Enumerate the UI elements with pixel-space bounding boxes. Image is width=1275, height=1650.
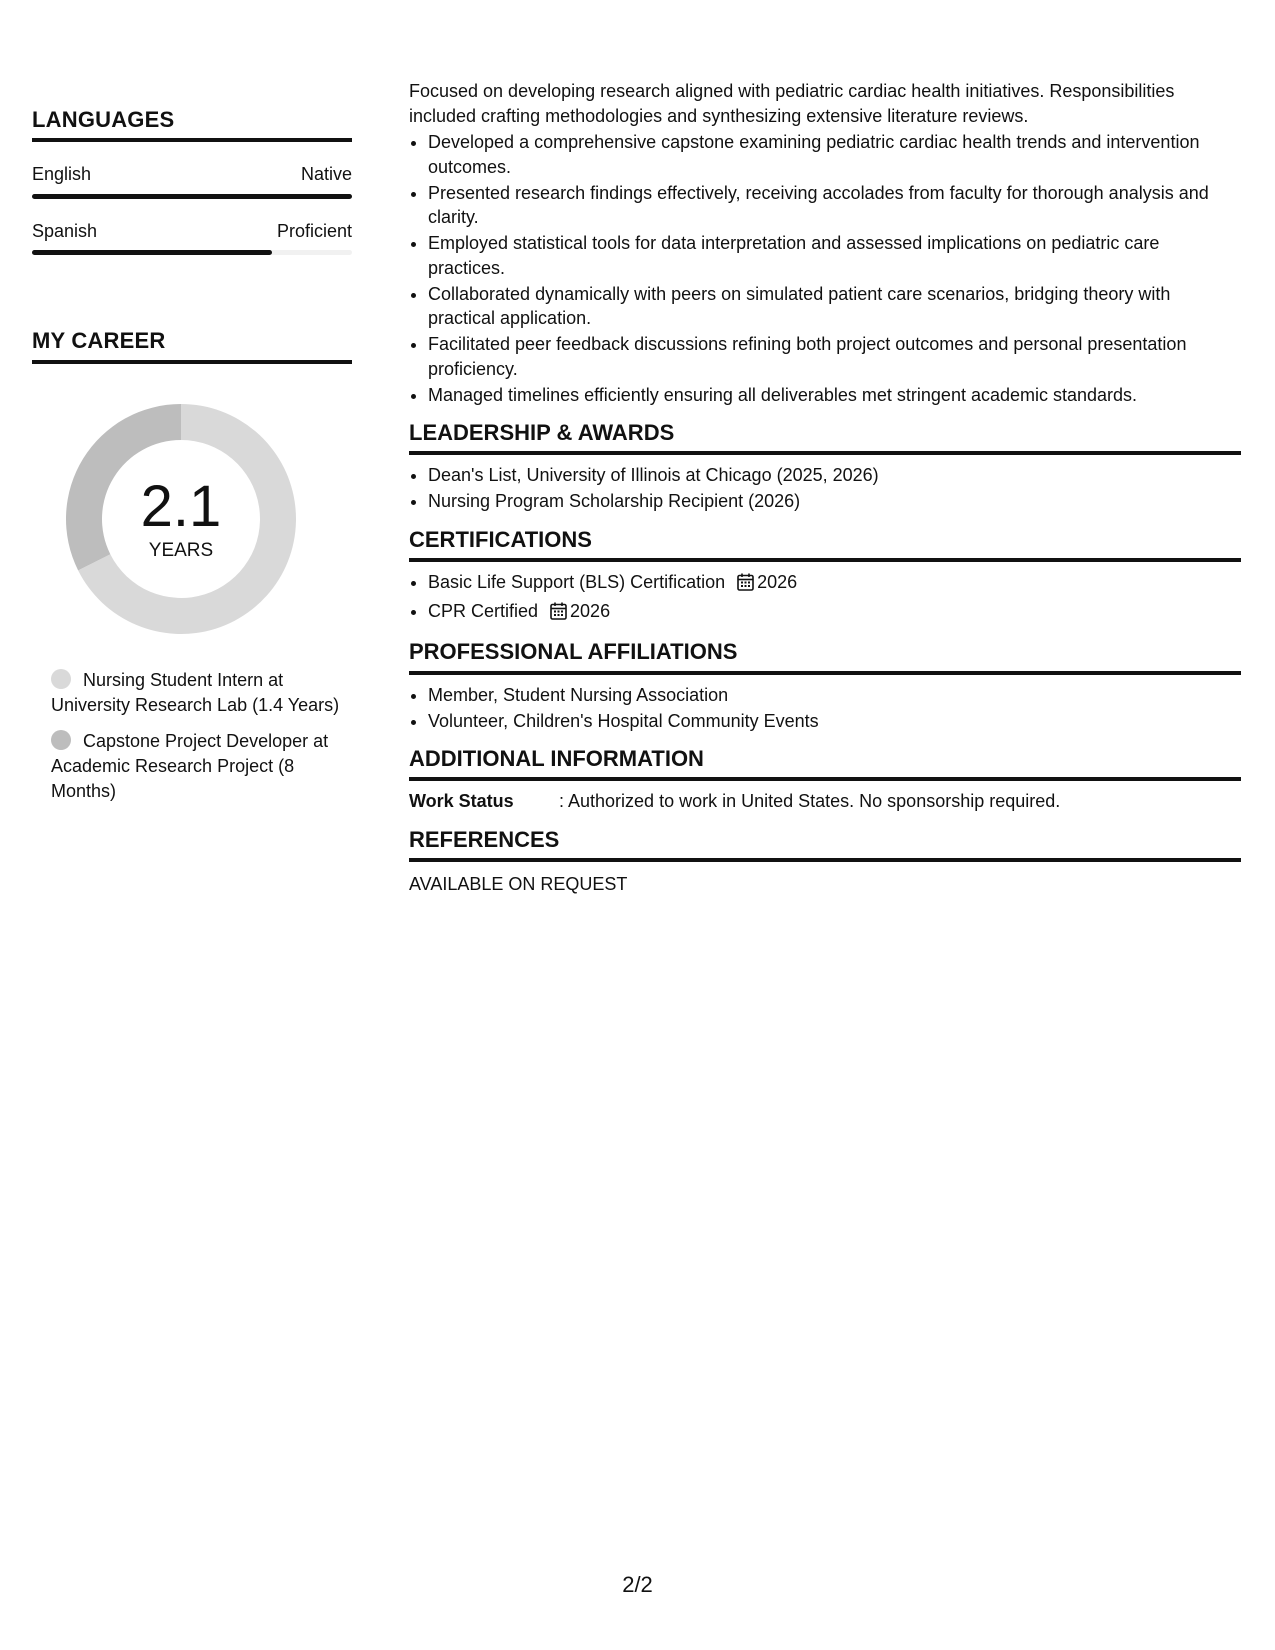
language-level: Native (300, 164, 352, 185)
leadership-section (409, 421, 1241, 514)
award-item: • Dean's List, University of Illinois at Chicago (2025, 2026) (428, 463, 1241, 488)
experience-bullet: • Employed statistical tools for data interpretation and assessed implications on pediatric care practices. (428, 231, 1241, 280)
certification-year: 2026 (757, 571, 798, 592)
certifications-section (409, 528, 1241, 627)
affiliations-heading: PROFESSIONAL AFFILIATIONS (409, 640, 1241, 674)
experience-bullet: • Developed a comprehensive capstone examining pediatric cardiac health trends and intervention outcomes. (428, 130, 1241, 179)
experience-bullet: • Presented research findings effectively, receiving accolades from faculty for thorough analysis and clarity. (428, 181, 1241, 230)
right-column (409, 79, 1241, 896)
language-proficiency-bar (32, 194, 352, 199)
work-status-value: : Authorized to work in United States. No sponsorship required. (559, 791, 1061, 812)
language-item (32, 221, 352, 256)
career-legend-item (51, 668, 341, 718)
language-name: English (32, 164, 92, 185)
language-proficiency-fill (32, 250, 272, 255)
language-item (32, 164, 352, 199)
career-legend-label: Capstone Project Developer at Academic Research Project (8 Months) (51, 730, 329, 801)
career-total-unit: YEARS (148, 539, 214, 561)
legend-dot-icon (51, 669, 71, 689)
language-proficiency-fill (32, 194, 352, 199)
experience-summary: Focused on developing research aligned with pediatric cardiac health initiatives. Responsibilities included crafting methodologies and synthesizing extensive literature reviews. (409, 81, 1175, 126)
calendar-icon (737, 573, 754, 598)
experience-bullets (409, 130, 1241, 407)
language-proficiency-bar (32, 250, 352, 255)
additional-info-section (409, 747, 1241, 814)
experience-bullet: • Facilitated peer feedback discussions refining both project outcomes and personal presentation proficiency. (428, 332, 1241, 381)
career-total-value: 2.1 (140, 473, 222, 539)
references-heading: REFERENCES (409, 828, 1241, 862)
language-level: Proficient (276, 220, 352, 241)
career-heading: MY CAREER (32, 329, 352, 363)
award-item: • Nursing Program Scholarship Recipient (2026) (428, 489, 1241, 514)
references-section (409, 828, 1241, 897)
legend-dot-icon (51, 730, 71, 750)
experience-bullet: • Managed timelines efficiently ensuring all deliverables met stringent academic standards. (428, 383, 1241, 408)
career-legend-item (51, 729, 341, 804)
languages-heading: LANGUAGES (32, 108, 352, 142)
experience-bullet: • Collaborated dynamically with peers on simulated patient care scenarios, bridging theory with practical application. (428, 282, 1241, 331)
certification-name: CPR Certified (428, 600, 539, 621)
career-legend-label: Nursing Student Intern at University Research Lab (1.4 Years) (51, 669, 340, 715)
certifications-heading: CERTIFICATIONS (409, 528, 1241, 562)
work-status-row (409, 789, 1241, 814)
left-column (32, 108, 352, 815)
additional-info-heading: ADDITIONAL INFORMATION (409, 747, 1241, 781)
career-legend (32, 668, 341, 804)
calendar-icon (550, 602, 567, 627)
leadership-heading: LEADERSHIP & AWARDS (409, 421, 1241, 455)
certification-item (428, 599, 1241, 627)
certification-year: 2026 (570, 600, 611, 621)
career-donut-chart (66, 404, 296, 634)
work-status-label: Work Status (409, 791, 514, 812)
affiliation-item: • Member, Student Nursing Association (428, 683, 1241, 708)
references-text: AVAILABLE ON REQUEST (409, 873, 628, 894)
affiliation-item: • Volunteer, Children's Hospital Community Events (428, 709, 1241, 734)
language-name: Spanish (32, 220, 98, 241)
page-number: 2/2 (622, 1572, 653, 1597)
affiliations-section (409, 640, 1241, 733)
certification-name: Basic Life Support (BLS) Certification (428, 571, 726, 592)
certification-item (428, 570, 1241, 598)
